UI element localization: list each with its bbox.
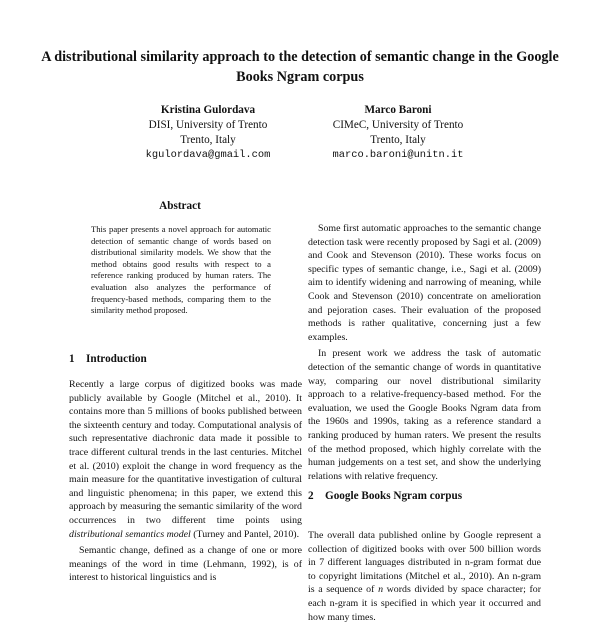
abstract-text: This paper presents a novel approach for automatic detection of semantic change of words based on distributional similarity models. We show that the method obtains good results with respect to a reference ranking produced by human raters. The evaluation also analyzes the performance of frequency-based methods, comparing them to the similarity method proposed. xyxy=(91,224,271,316)
section-title: Google Books Ngram corpus xyxy=(325,490,463,502)
paragraph: Semantic change, defined as a change of one or more meanings of the word in time (Lehmann, 1992), is of interest to historical linguistics and is xyxy=(69,545,302,584)
paragraph: The overall data published online by Google represent a collection of digitized books with over 500 billion words in 7 different languages distributed in n-gram format due to copyright limitations (Mitchel et al., 2010). An n-gram is a sequence of n words divided by space character; for each n-gram it is specified in which year it occurred and how many times. xyxy=(308,530,541,623)
paper-title: A distributional similarity approach to the detection of semantic change in the Google Books Ngram corpus xyxy=(41,49,559,85)
author-location: Trento, Italy xyxy=(370,134,426,146)
paragraph: In present work we address the task of automatic detection of the semantic change of words in quantitative way, comparing our novel distributional similarity approach to a relative-frequency-based method. For the evaluation, we used the Google Books Ngram data from the 1960s and 1990s, taking as a reference standard a ranking produced by human raters. We present the results of the method proposed, which highly correlate with the human judgements on a test set, and show the underlying relations with relative frequency. xyxy=(308,348,541,482)
section-number: 2 xyxy=(308,490,314,502)
paragraph: Recently a large corpus of digitized books was made publicly available by Google (Mitchel et al., 2010). It contains more than 5 millions of books published between the sixteenth century and today. Computational analysis of such representative diachronic data made it possible to trace different cultural trends in the last centuries. Mitchel et al. (2010) exploit the change in word frequency as the main measure for the quantitative investigation of cultural and linguistic phenomena; in this paper, we extend this approach by measuring the semantic similarity of the word occurrences in two different time points using distributional semantics model (Turney and Pantel, 2010). xyxy=(69,379,302,540)
emphasis: distributional semantics model xyxy=(69,528,191,540)
section-heading-google-books xyxy=(308,489,462,503)
paragraph: Some first automatic approaches to the semantic change detection task were recently proposed by Sagi et al. (2009) and Cook and Stevenson (2010). These works focus on specific types of semantic change, i.e., Sagi et al. (2009) aim to identify widening and narrowing of meaning, while Cook and Stevenson (2010) concentrate on amelioration and pejoration cases. Their evaluation of the proposed methods is rather qualitative, concerning just a few examples. xyxy=(308,223,541,343)
introduction-body xyxy=(69,378,302,600)
section-title: Introduction xyxy=(86,353,147,365)
section-number: 1 xyxy=(69,353,75,365)
author-affiliation: DISI, University of Trento xyxy=(148,119,268,131)
author-email[interactable]: kgulordava@gmail.com xyxy=(145,149,271,161)
section2-body xyxy=(308,529,541,623)
author-affiliation: CIMeC, University of Trento xyxy=(332,119,464,131)
author-email[interactable]: marco.baroni@unitn.it xyxy=(332,149,464,161)
author-2 xyxy=(278,103,518,163)
right-column-body xyxy=(308,222,541,482)
emphasis: n xyxy=(378,584,383,596)
author-name: Marco Baroni xyxy=(364,104,432,116)
author-location: Trento, Italy xyxy=(180,134,236,146)
section-heading-introduction xyxy=(69,352,147,366)
abstract-heading: Abstract xyxy=(159,200,201,212)
author-name: Kristina Gulordava xyxy=(160,104,256,116)
